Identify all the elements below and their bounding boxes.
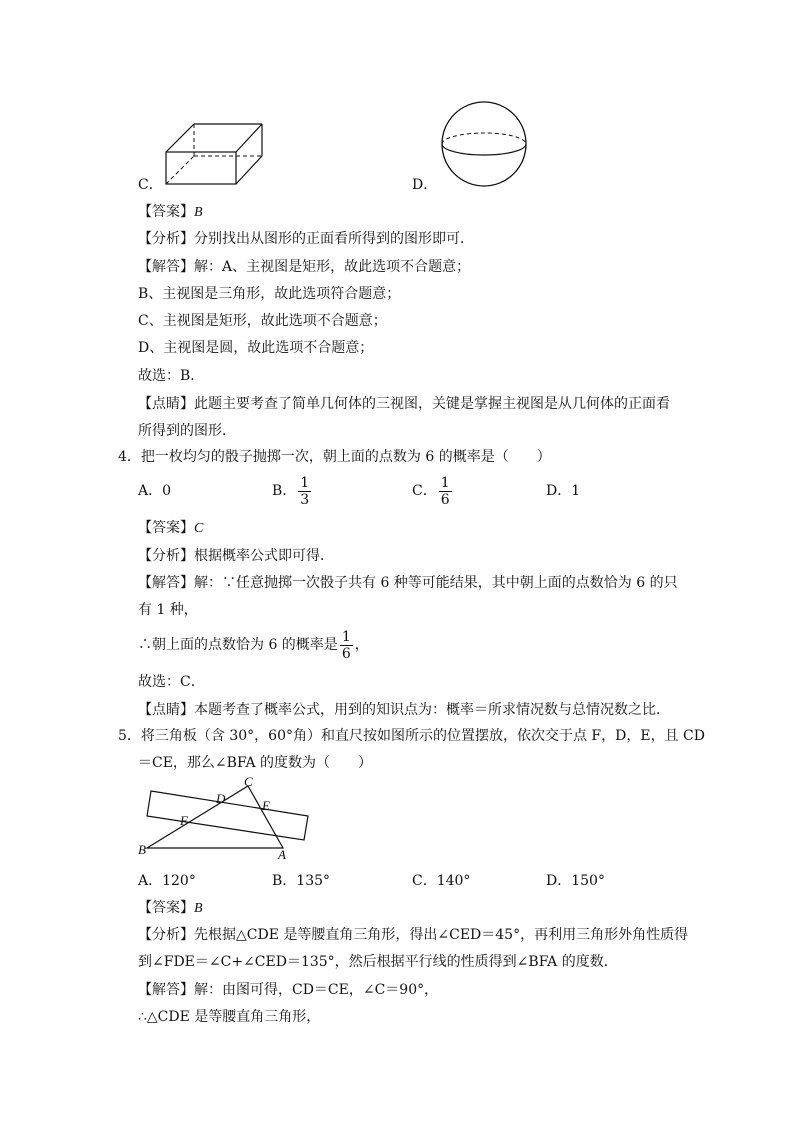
answer-line: [138, 518, 203, 539]
comment-text: 【点睛】本题考查了概率公式，用到的知识点为：概率＝所求情况数与总情况数之比．: [138, 702, 670, 718]
choose-text: 故选：C．: [138, 674, 205, 690]
fraction: [439, 475, 452, 508]
answer-line: [138, 898, 203, 919]
cuboid-figure: [160, 118, 270, 190]
solution-line: ∴△CDE 是等腰直角三角形，: [138, 1009, 321, 1025]
label-f: F: [180, 813, 188, 828]
q5-option-d: D．150°: [546, 873, 605, 889]
fraction: [298, 475, 311, 508]
solution-line: [138, 628, 369, 662]
fraction: [340, 629, 353, 662]
question-5-stem-line: 5．将三角板（含 30°，60°角）和直尺按如图所示的位置摆放，依次交于点 F，D，E，且 CD: [118, 728, 705, 744]
answer-value: B: [194, 901, 203, 916]
solution-text: ，: [354, 637, 369, 653]
label-e: E: [262, 798, 270, 813]
question-4-stem: 4．把一枚均匀的骰子抛掷一次，朝上面的点数为 6 的概率是（ ）: [118, 449, 551, 465]
answer-value: C: [194, 521, 204, 536]
analysis-text: 【分析】根据概率公式即可得．: [138, 548, 334, 564]
answer-tag: 【答案】: [138, 520, 194, 536]
fraction-denominator: 6: [440, 491, 450, 508]
option-c-label: C．: [138, 177, 163, 193]
comment-line: 所得到的图形．: [138, 423, 236, 439]
solution-line: 【解答】解：A、主视图是矩形，故此选项不合题意；: [138, 259, 471, 275]
label-d: D: [216, 791, 226, 806]
analysis-text: 【分析】分别找出从图形的正面看所得到的图形即可．: [138, 231, 474, 247]
answer-tag: 【答案】: [138, 204, 194, 220]
label-a: A: [278, 847, 286, 862]
fraction-numerator: 1: [300, 474, 310, 491]
solution-line: 【解答】解：由图可得，CD＝CE，∠C＝90°，: [138, 982, 439, 998]
analysis-line: 【分析】先根据△CDE 是等腰直角三角形，得出∠CED＝45°，再利用三角形外角性质得: [138, 927, 689, 943]
solution-line: B、主视图是三角形，故此选项符合题意；: [138, 286, 401, 302]
q4-option-c: [412, 474, 454, 508]
label-c: C: [244, 774, 253, 789]
solution-line: D、主视图是圆，故此选项不合题意；: [138, 340, 374, 356]
solution-line: 【解答】解：∵任意抛掷一次骰子共有 6 种等可能结果，其中朝上面的点数恰为 6 的只: [138, 575, 678, 591]
answer-value: B: [194, 205, 203, 220]
option-d-label: D．: [412, 177, 438, 193]
q4-option-b-label: B．: [272, 483, 297, 499]
fraction-numerator: 1: [341, 628, 351, 645]
question-5-stem-line: ＝CE，那么∠BFA 的度数为（ ）: [138, 755, 373, 771]
answer-tag: 【答案】: [138, 900, 194, 916]
q5-option-a: A．120°: [138, 873, 196, 889]
solution-line: C、主视图是矩形，故此选项不合题意；: [138, 313, 387, 329]
q4-option-b: [272, 474, 313, 508]
fraction-numerator: 1: [440, 474, 450, 491]
q5-option-b: B．135°: [272, 873, 331, 889]
solution-text: ∴朝上面的点数恰为 6 的概率是: [138, 637, 338, 653]
comment-line: 【点睛】此题主要考查了简单几何体的三视图，关键是掌握主视图是从几何体的正面看: [138, 396, 670, 412]
sphere-figure: [438, 100, 530, 190]
analysis-line: 到∠FDE＝∠C+∠CED＝135°，然后根据平行线的性质得到∠BFA 的度数．: [138, 954, 618, 970]
fraction-denominator: 3: [300, 491, 310, 508]
choose-text: 故选：B．: [138, 368, 205, 384]
answer-line: [138, 202, 203, 223]
q5-option-c: C．140°: [412, 873, 471, 889]
q4-option-d: D．1: [546, 483, 581, 499]
q4-option-c-label: C．: [412, 483, 437, 499]
q4-option-a: A．0: [138, 483, 172, 499]
triangle-ruler-figure: [138, 776, 318, 860]
label-b: B: [138, 842, 146, 857]
solution-line: 有 1 种，: [138, 602, 198, 618]
fraction-denominator: 6: [341, 645, 351, 662]
